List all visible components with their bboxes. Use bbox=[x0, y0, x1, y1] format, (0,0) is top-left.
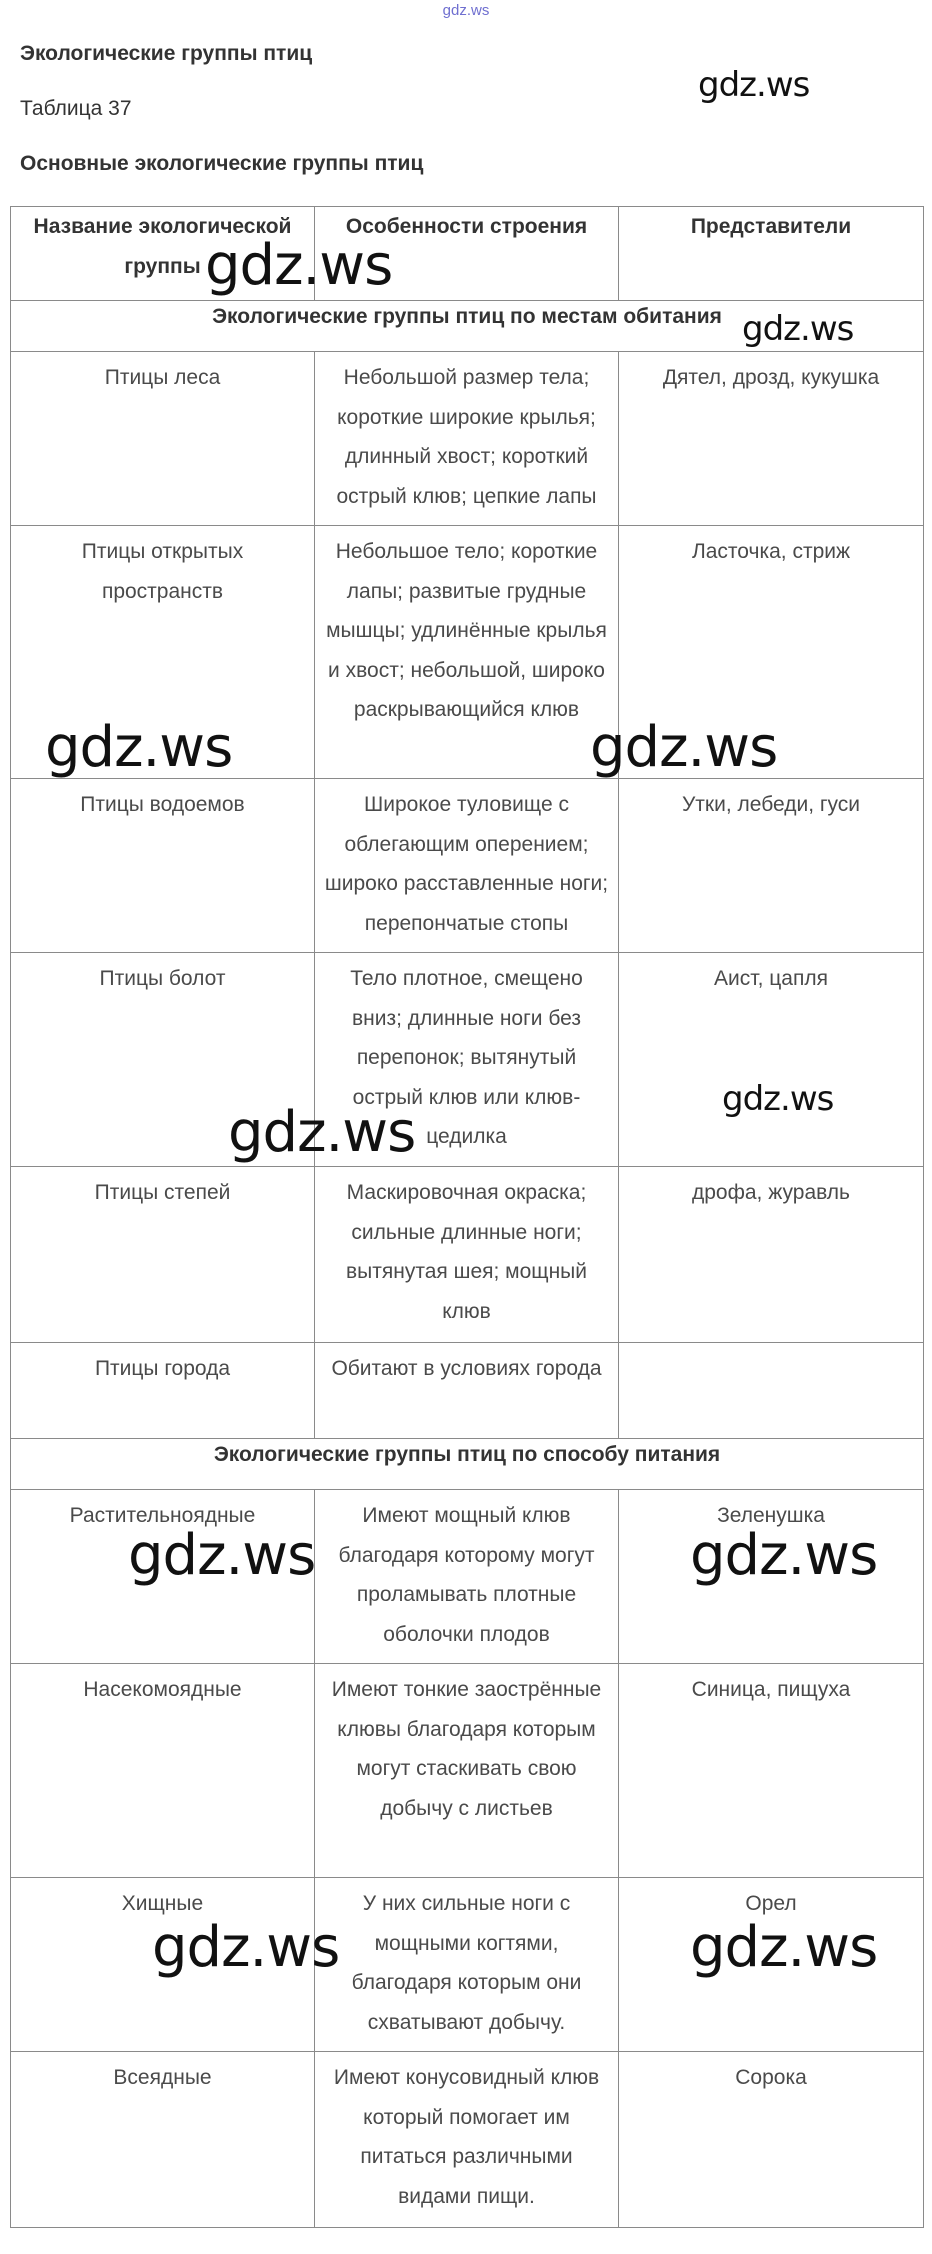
group-examples: дрофа, журавль bbox=[619, 1167, 924, 1343]
group-features: Имеют тонкие заострённые клювы благодаря которым могут стаскивать свою добычу с листьев bbox=[315, 1664, 619, 1878]
group-name: Хищные bbox=[11, 1878, 315, 2052]
group-examples: Аист, цапля bbox=[619, 953, 924, 1167]
group-examples: Орел bbox=[619, 1878, 924, 2052]
page-title: Экологические группы птиц bbox=[20, 42, 313, 65]
group-features: Маскировочная окраска; сильные длинные ноги; вытянутая шея; мощный клюв bbox=[315, 1167, 619, 1343]
group-features: У них сильные ноги с мощными когтями, благодаря которым они схватывают добычу. bbox=[315, 1878, 619, 2052]
watermark: gdz.ws bbox=[690, 1915, 878, 1980]
group-name: Растительноядные bbox=[11, 1490, 315, 1664]
watermark: gdz.ws bbox=[742, 309, 854, 349]
group-features: Имеют конусовидный клюв который помогает им питаться различными видами пищи. bbox=[315, 2052, 619, 2228]
watermark: gdz.ws bbox=[590, 715, 778, 780]
watermark: gdz.ws bbox=[205, 233, 393, 298]
watermark: gdz.ws bbox=[698, 65, 810, 105]
watermark: gdz.ws bbox=[128, 1523, 316, 1588]
table-row bbox=[11, 2052, 924, 2228]
table-row bbox=[11, 1343, 924, 1439]
table-caption: Основные экологические группы птиц bbox=[20, 152, 424, 175]
table-row bbox=[11, 953, 924, 1167]
group-name: Птицы степей bbox=[11, 1167, 315, 1343]
group-features: Имеют мощный клюв благодаря которому могут проламывать плотные оболочки плодов bbox=[315, 1490, 619, 1664]
group-name: Птицы болот bbox=[11, 953, 315, 1167]
section-title-habitat: Экологические группы птиц по местам обитания bbox=[11, 301, 924, 352]
section-row bbox=[11, 1439, 924, 1490]
group-examples: Утки, лебеди, гуси bbox=[619, 779, 924, 953]
watermark: gdz.ws bbox=[722, 1079, 834, 1119]
top-watermark: gdz.ws bbox=[442, 2, 490, 19]
watermark: gdz.ws bbox=[228, 1100, 416, 1165]
group-examples: Сорока bbox=[619, 2052, 924, 2228]
section-title-feeding: Экологические группы птиц по способу питания bbox=[11, 1439, 924, 1490]
group-features: Небольшой размер тела; короткие широкие крылья; длинный хвост; короткий острый клюв; цепкие лапы bbox=[315, 352, 619, 526]
group-examples: Дятел, дрозд, кукушка bbox=[619, 352, 924, 526]
group-name: Птицы открытых пространств bbox=[11, 526, 315, 779]
group-examples: Ласточка, стриж bbox=[619, 526, 924, 779]
table-row bbox=[11, 1664, 924, 1878]
table-header-row bbox=[11, 207, 924, 301]
watermark: gdz.ws bbox=[152, 1915, 340, 1980]
watermark: gdz.ws bbox=[45, 715, 233, 780]
group-name: Насекомоядные bbox=[11, 1664, 315, 1878]
group-name: Птицы города bbox=[11, 1343, 315, 1439]
table-label: Таблица 37 bbox=[20, 97, 132, 120]
group-name: Птицы водоемов bbox=[11, 779, 315, 953]
group-features: Обитают в условиях города bbox=[315, 1343, 619, 1439]
table-row bbox=[11, 1167, 924, 1343]
group-examples: Зеленушка bbox=[619, 1490, 924, 1664]
group-name: Птицы леса bbox=[11, 352, 315, 526]
group-examples: Синица, пищуха bbox=[619, 1664, 924, 1878]
watermark: gdz.ws bbox=[690, 1523, 878, 1588]
column-header-features: Особенности строения bbox=[315, 207, 619, 301]
table-row bbox=[11, 779, 924, 953]
column-header-examples: Представители bbox=[619, 207, 924, 301]
column-header-name: Название экологической группы bbox=[11, 207, 315, 301]
group-examples bbox=[619, 1343, 924, 1439]
table-row bbox=[11, 352, 924, 526]
group-name: Всеядные bbox=[11, 2052, 315, 2228]
group-features: Широкое туловище с облегающим оперением; широко расставленные ноги; перепончатые стопы bbox=[315, 779, 619, 953]
group-features: Небольшое тело; короткие лапы; развитые грудные мышцы; удлинённые крылья и хвост; небольшой, широко раскрывающийся клюв bbox=[315, 526, 619, 779]
group-features: Тело плотное, смещено вниз; длинные ноги без перепонок; вытянутый острый клюв или клюв-цедилка bbox=[315, 953, 619, 1167]
